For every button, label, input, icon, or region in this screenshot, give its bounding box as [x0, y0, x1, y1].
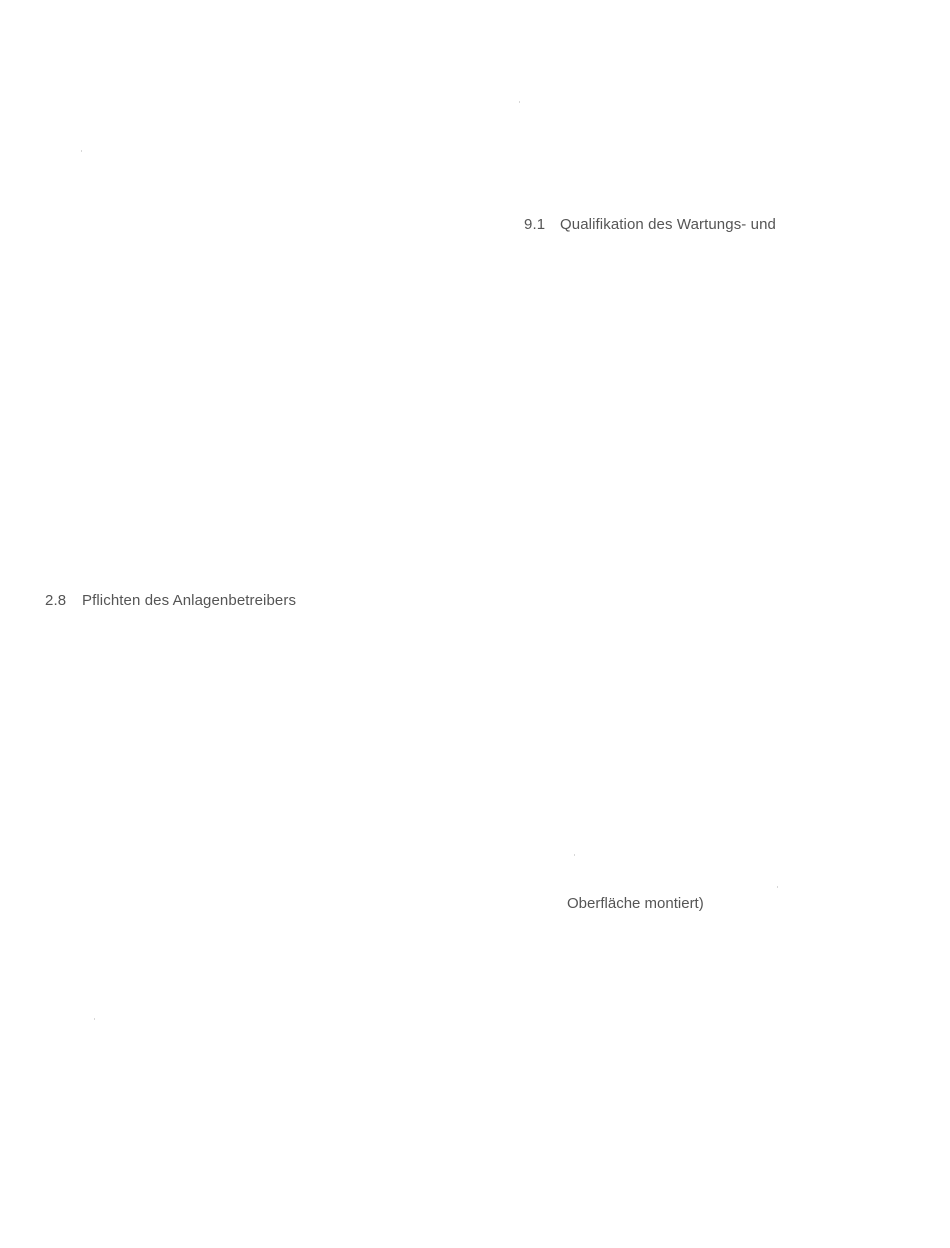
scan-speck [519, 101, 520, 103]
section-title: Pflichten des Anlagenbetreibers [82, 592, 297, 609]
text-fragment: Oberfläche montiert) [567, 895, 704, 912]
scan-speck [574, 854, 575, 856]
section-heading-9-1 [524, 216, 776, 234]
scan-speck [777, 886, 778, 888]
section-number: 9.1 [524, 216, 546, 233]
scan-speck [81, 150, 82, 152]
section-title: Qualifikation des Wartungs- und [560, 216, 776, 233]
section-number: 2.8 [45, 592, 67, 609]
scan-speck [94, 1018, 95, 1020]
section-heading-2-8 [45, 592, 296, 610]
